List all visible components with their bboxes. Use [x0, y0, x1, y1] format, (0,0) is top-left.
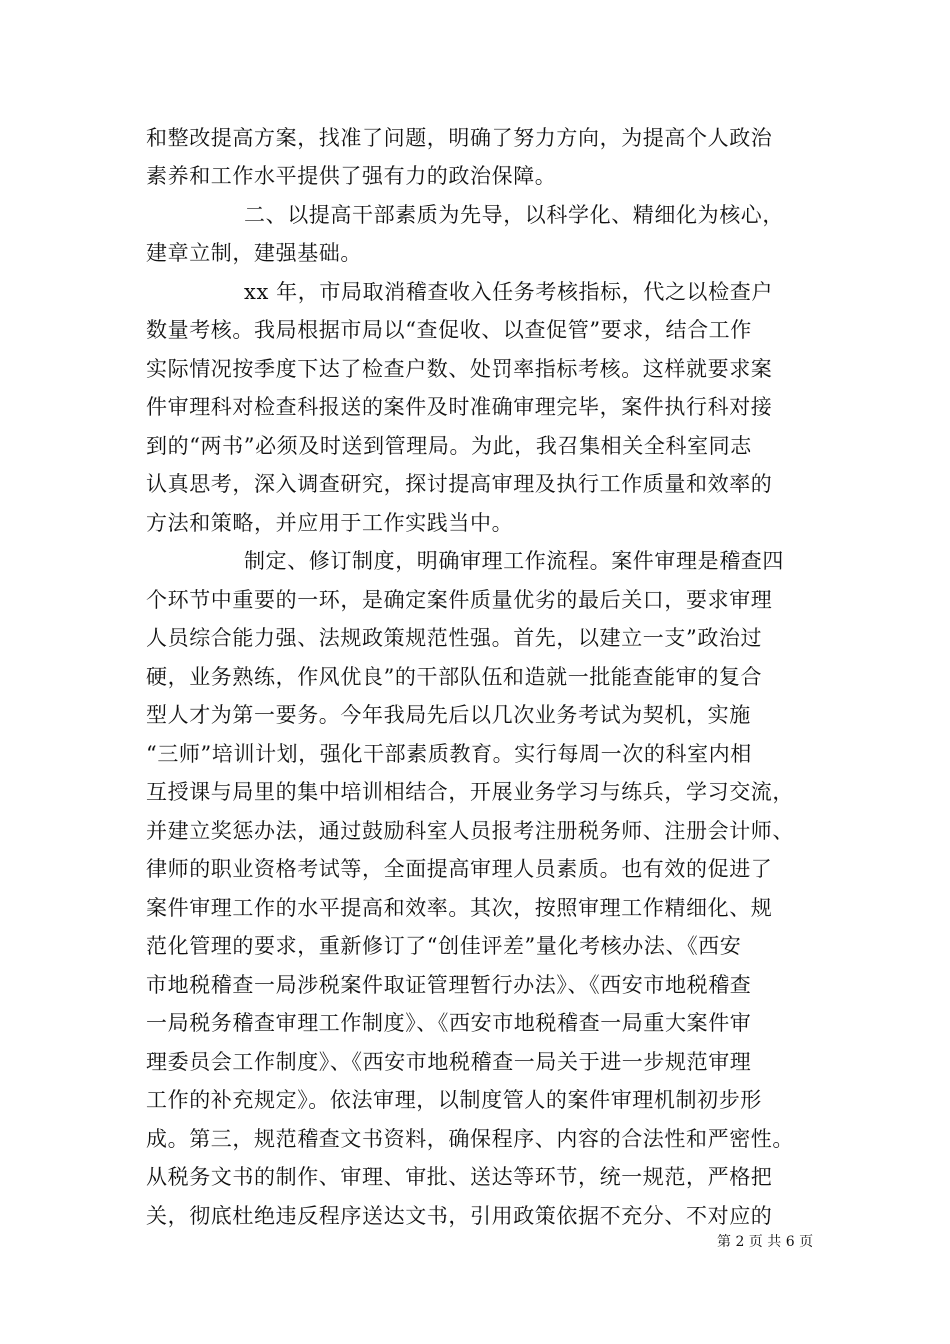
text-line: 工作的补充规定》。依法审理，以制度管人的案件审理机制初步形: [146, 1088, 762, 1112]
text-line: 方法和策略，并应用于工作实践当中。: [146, 511, 514, 535]
text-line: 到的“两书”必须及时送到管理局。为此，我召集相关全科室同志: [146, 434, 752, 458]
text-line: 人员综合能力强、法规政策规范性强。首先，以建立一支”政治过: [146, 626, 763, 650]
page-number: 第 2 页 共 6 页: [717, 1234, 814, 1250]
text-line: 市地税稽查一局涉税案件取证管理暂行办法》、《西安市地税稽查: [146, 973, 752, 997]
text-line: 互授课与局里的集中培训相结合，开展业务学习与练兵，学习交流，: [146, 780, 794, 804]
text-line: 并建立奖惩办法，通过鼓励科室人员报考注册税务师、注册会计师、: [146, 819, 794, 843]
text-line: 实际情况按季度下达了检查户数、处罚率指标考核。这样就要求案: [146, 357, 773, 381]
text-line: 制定、修订制度，明确审理工作流程。案件审理是稽查四: [244, 549, 784, 573]
text-line: 个环节中重要的一环，是确定案件质量优劣的最后关口，要求审理: [146, 588, 773, 612]
section-heading-line: 建章立制，建强基础。: [146, 241, 362, 265]
text-line: 一局税务稽查审理工作制度》、《西安市地税稽查一局重大案件审: [146, 1011, 752, 1035]
text-line: 认真思考，深入调查研究，探讨提高审理及执行工作质量和效率的: [146, 472, 773, 496]
text-line: 型人才为第一要务。今年我局先后以几次业务考试为契机，实施: [146, 703, 751, 727]
text-line: 从税务文书的制作、审理、审批、送达等环节，统一规范，严格把: [146, 1165, 773, 1189]
section-heading-line: 二、以提高干部素质为先导，以科学化、精细化为核心，: [244, 203, 784, 227]
text-line: 硬，业务熟练，作风优良”的干部队伍和造就一批能查能审的复合: [146, 665, 763, 689]
text-line: 成。第三，规范稽查文书资料，确保程序、内容的合法性和严密性。: [146, 1127, 794, 1151]
text-line: “三师”培训计划，强化干部素质教育。实行每周一次的科室内相: [146, 742, 752, 766]
text-line: 和整改提高方案，找准了问题，明确了努力方向，为提高个人政治: [146, 126, 773, 150]
text-line: 关，彻底杜绝违反程序送达文书，引用政策依据不充分、不对应的: [146, 1204, 773, 1228]
text-line: 范化管理的要求，重新修订了“创佳评差”量化考核办法、《西安: [146, 934, 742, 958]
text-line: xx 年，市局取消稽查收入任务考核指标，代之以检查户: [244, 280, 773, 304]
text-line: 素养和工作水平提供了强有力的政治保障。: [146, 164, 557, 188]
text-line: 律师的职业资格考试等，全面提高审理人员素质。也有效的促进了: [146, 857, 773, 881]
text-line: 件审理科对检查科报送的案件及时准确审理完毕，案件执行科对接: [146, 395, 773, 419]
text-line: 数量考核。我局根据市局以“查促收、以查促管”要求，结合工作: [146, 318, 752, 342]
text-line: 理委员会工作制度》、《西安市地税稽查一局关于进一步规范审理: [146, 1050, 752, 1074]
text-line: 案件审理工作的水平提高和效率。其次，按照审理工作精细化、规: [146, 896, 773, 920]
